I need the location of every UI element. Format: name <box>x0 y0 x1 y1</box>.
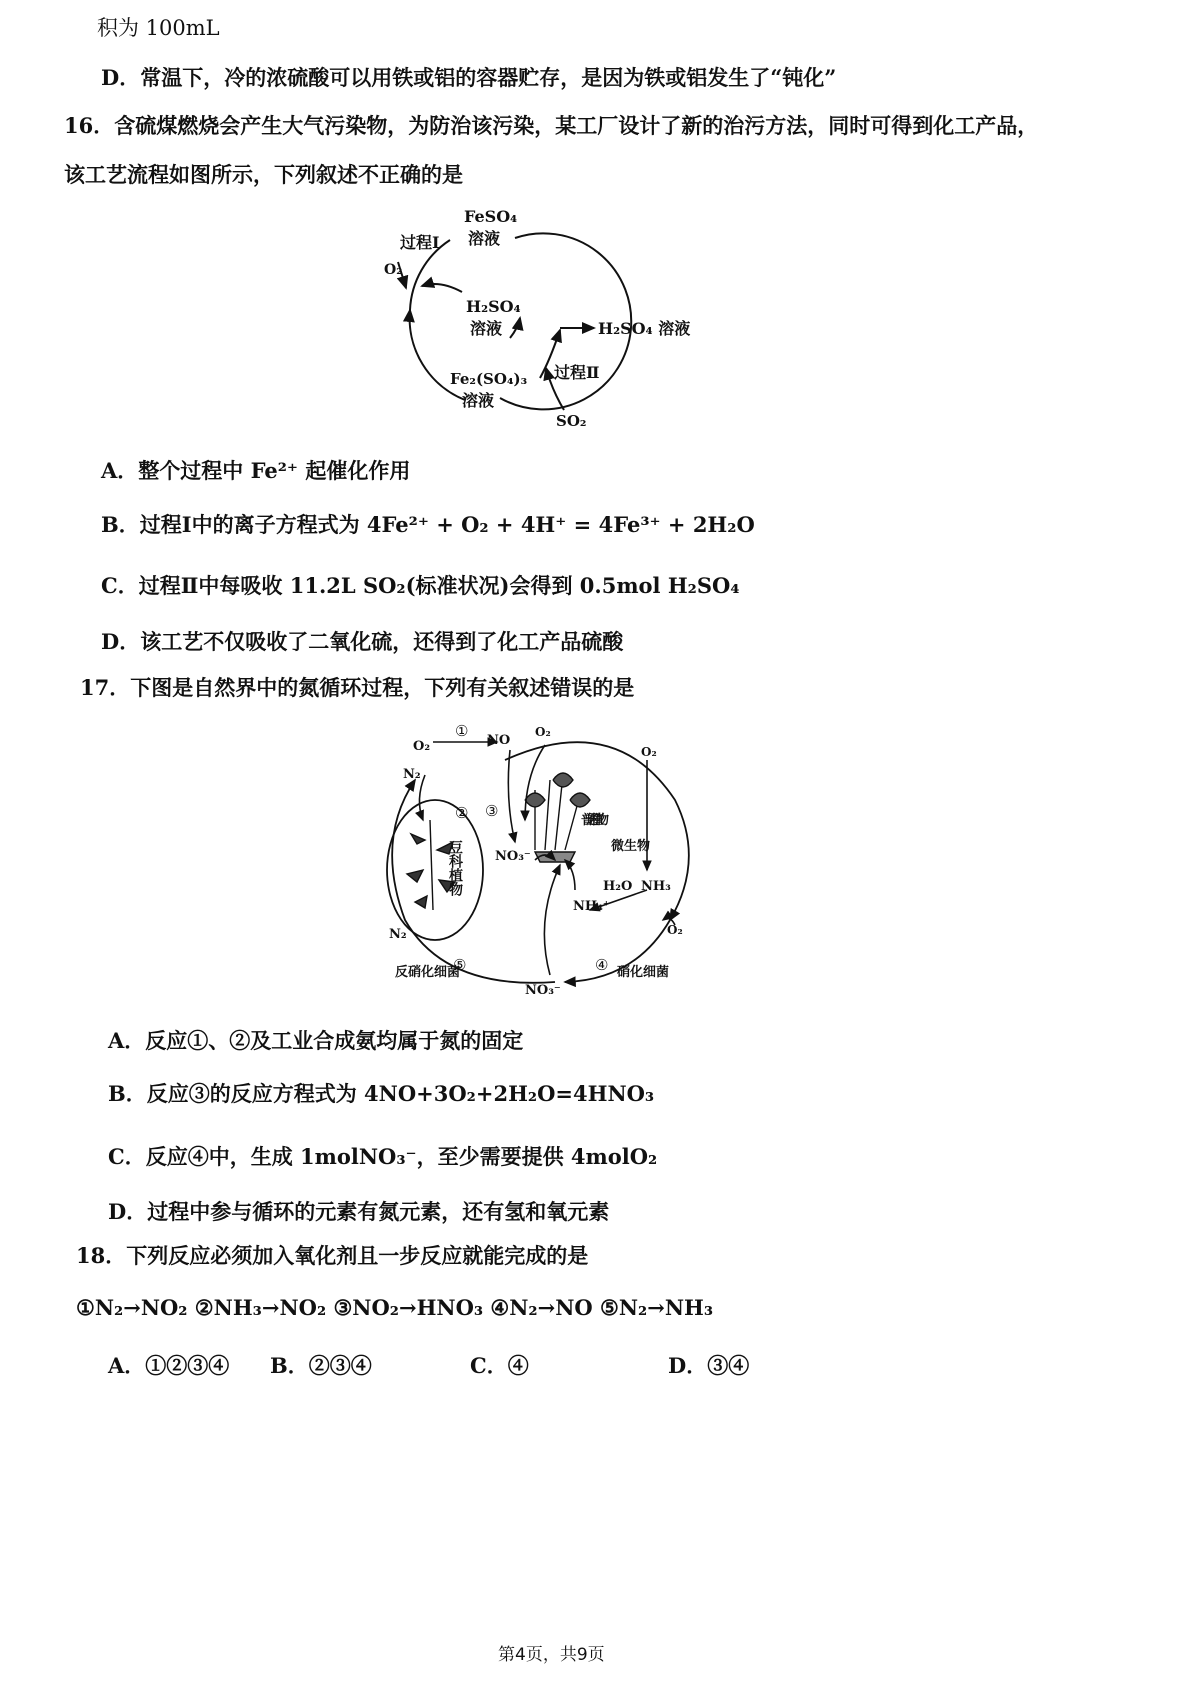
q16-option-b: B．过程Ⅰ中的离子方程式为 4Fe²⁺ + O₂ + 4H⁺ = 4Fe³⁺ + 2H₂O <box>101 512 755 537</box>
top-line: 积为 100mL <box>97 16 220 40</box>
q18-option-c: C．④ <box>470 1353 529 1378</box>
q16-fe2so43-sol-label: 溶液 <box>462 391 495 410</box>
q16-h2so4-inner-label: H₂SO₄ <box>466 297 521 316</box>
q16-feso4-sol-label: 溶液 <box>468 229 501 248</box>
q17-n2-top: N₂ <box>403 767 421 782</box>
q17-option-a: A．反应①、②及工业合成氨均属于氮的固定 <box>108 1028 524 1053</box>
q17-microbe-label: 微生物 <box>611 839 651 854</box>
q15-option-d: D．常温下，冷的浓硫酸可以用铁或铝的容器贮存，是因为铁或铝发生了“钝化” <box>101 65 837 90</box>
q16-feso4-label: FeSO₄ <box>464 207 518 226</box>
q16-o2-label: O₂ <box>384 262 403 278</box>
q17-n2-bottom: N₂ <box>389 927 407 942</box>
q16-option-d: D．该工艺不仅吸收了二氧化硫，还得到了化工产品硫酸 <box>101 629 624 654</box>
q18-option-a: A．①②③④ <box>108 1353 230 1378</box>
q16-process2-label: 过程Ⅱ <box>554 363 600 382</box>
q16-h2so4-inner-arrow <box>510 318 520 338</box>
q18-option-d: D．③④ <box>668 1353 750 1378</box>
q18-reactions: ①N₂→NO₂ ②NH₃→NO₂ ③NO₂→HNO₃ ④N₂→NO ⑤N₂→NH₃ <box>76 1295 714 1320</box>
q16-fe2so43-label: Fe₂(SO₄)₃ <box>450 370 528 388</box>
q16-h2so4-out-label: H₂SO₄ 溶液 <box>598 319 691 338</box>
q16-option-a: A．整个过程中 Fe²⁺ 起催化作用 <box>101 458 411 483</box>
q17-no-label: NO <box>487 733 511 748</box>
q17-option-c: C．反应④中，生成 1molNO₃⁻，至少需要提供 4molO₂ <box>108 1144 658 1169</box>
q16-inner-arrow <box>422 284 462 292</box>
q17-no3-bottom: NO₃⁻ <box>525 983 561 998</box>
svg-text:普通植物: 普通植物 <box>581 813 609 828</box>
q16-option-c: C．过程Ⅱ中每吸收 11.2L SO₂(标准状况)会得到 0.5mol H₂SO₄ <box>101 573 740 598</box>
q17-r5-label: ⑤ <box>453 956 467 974</box>
q16-process1-label: 过程Ⅰ <box>400 233 440 252</box>
q18-option-b: B．②③④ <box>270 1353 372 1378</box>
q17-o2-top-left: O₂ <box>413 739 431 754</box>
q16-so2-label: SO₂ <box>556 412 587 430</box>
q17-nh4-label: NH₄⁺ <box>573 899 610 914</box>
q17-option-b: B．反应③的反应方程式为 4NO+3O₂+2H₂O=4HNO₃ <box>108 1081 655 1106</box>
q16-stem-line2: 该工艺流程如图所示，下列叙述不正确的是 <box>64 162 463 187</box>
q17-nitrify-label: 硝化细菌 <box>617 965 670 980</box>
q17-nitrogen-cycle-diagram <box>385 720 715 1010</box>
q17-r2-label: ② <box>455 804 469 822</box>
q17-legume-label <box>447 840 463 897</box>
q17-option-d: D．过程中参与循环的元素有氮元素，还有氢和氧元素 <box>108 1199 610 1224</box>
q17-legume-ellipse <box>387 800 483 940</box>
q17-denitrify-label: 反硝化细菌 <box>395 965 461 980</box>
svg-text:豆科植物: 豆科植物 <box>447 840 463 896</box>
q17-arrow-no3-up <box>544 865 560 975</box>
q17-arrow-nh4-plant <box>565 860 575 890</box>
q17-o2-right: O₂ <box>641 745 657 759</box>
page-footer: 第4页，共9页 <box>498 1645 605 1665</box>
q17-r3-label: ③ <box>485 802 499 820</box>
q17-no3-mid: NO₃⁻ <box>495 849 531 864</box>
q17-h2o-label: H₂O <box>603 879 633 894</box>
q17-r1-label: ① <box>455 722 469 740</box>
q17-o2-lower-right: O₂ <box>667 923 683 937</box>
q18-stem: 18．下列反应必须加入氧化剂且一步反应就能完成的是 <box>76 1243 589 1268</box>
q17-plant-label <box>581 812 609 828</box>
q17-stem: 17．下图是自然界中的氮循环过程，下列有关叙述错误的是 <box>80 675 635 700</box>
q17-r4-label: ④ <box>595 956 609 974</box>
q17-nh3-label: NH₃ <box>641 879 671 894</box>
q16-cycle-diagram <box>370 200 710 440</box>
q17-arrow-r3 <box>508 750 515 842</box>
q17-o2-top: O₂ <box>535 725 551 739</box>
q16-stem-line1: 16．含硫煤燃烧会产生大气污染物，为防治该污染，某工厂设计了新的治污方法，同时可得到化工产品， <box>64 113 1039 138</box>
q16-h2so4-inner-sol-label: 溶液 <box>470 319 503 338</box>
